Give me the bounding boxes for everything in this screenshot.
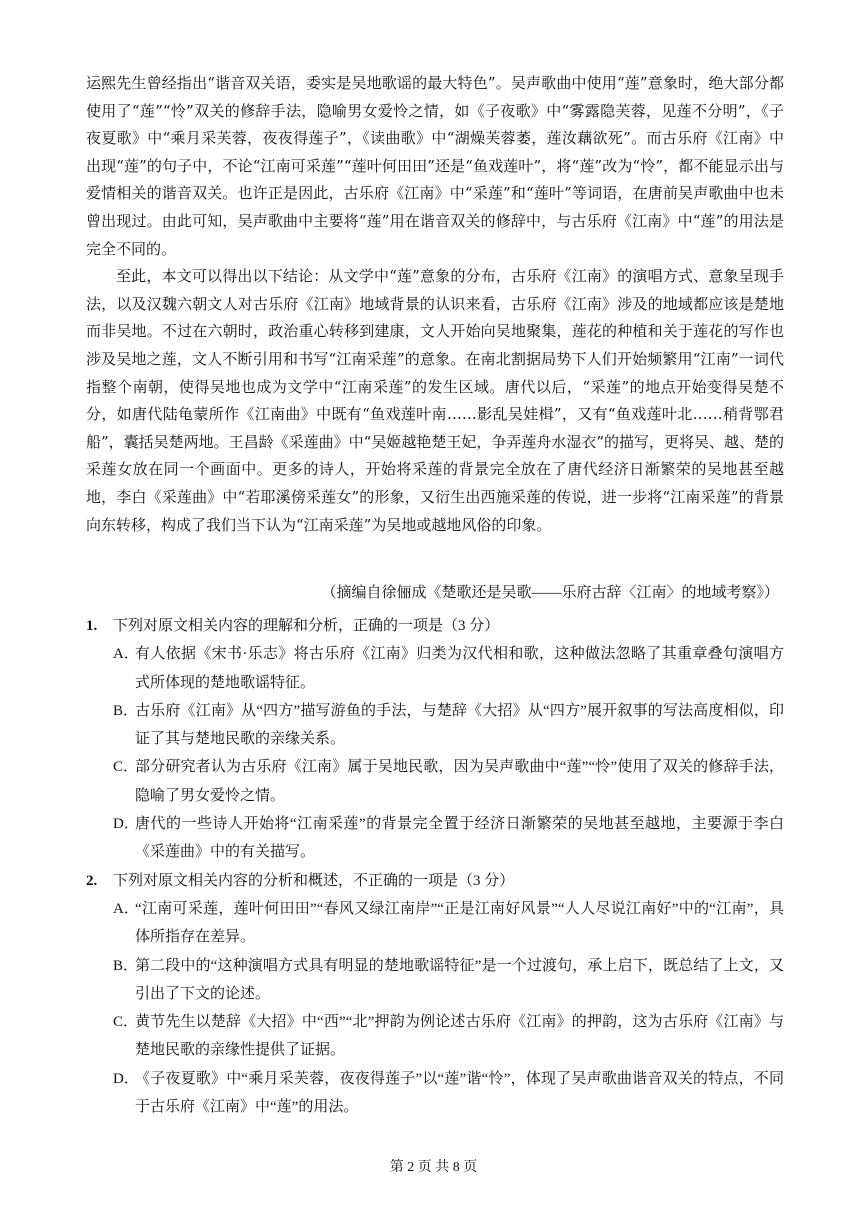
option-text: 唐代的一些诗人开始将“江南采莲”的背景完全置于经济日渐繁荣的吴地甚至越地，主要源于李白《采莲曲》中的有关描写。 — [135, 816, 784, 861]
option-b — [86, 952, 784, 1009]
option-text: “江南可采莲，莲叶何田田”“春风又绿江南岸”“正是江南好风景”“人人尽说江南好”中的“江南”，具体所指存在差异。 — [135, 900, 784, 946]
question-number: 2. — [86, 872, 98, 889]
reading-passage — [86, 70, 784, 539]
option-text: 古乐府《江南》从“四方”描写游鱼的手法，与楚辞《大招》从“四方”展开叙事的写法高度相似，印证了其与楚地民歌的亲缘关系。 — [135, 702, 784, 748]
option-letter: B． — [113, 957, 139, 974]
option-text: 部分研究者认为古乐府《江南》属于吴地民歌，因为吴声歌曲中“莲”“怜”使用了双关的修辞手法，隐喻了男女爱怜之情。 — [135, 759, 784, 804]
option-b — [86, 697, 784, 754]
option-text: 《子夜夏歌》中“乘月采芙蓉，夜夜得莲子”以“莲”谐“怜”，体现了吴声歌曲谐音双关的特点，不同于古乐府《江南》中“莲”的用法。 — [135, 1070, 784, 1116]
option-d — [86, 1065, 784, 1122]
option-d — [86, 810, 784, 867]
passage-paragraph-1: 运熙先生曾经指出“谐音双关语，委实是吴地歌谣的最大特色”。吴声歌曲中使用“莲”意象时，绝大部分都使用了“莲”“怜”双关的修辞手法，隐喻男女爱怜之情，如《子夜歌》中“雾露隐芙蓉，见莲不分明”，《子夜夏歌》中“乘月采芙蓉，夜夜得莲子”，《读曲歌》中“湖燥芙蓉萎，莲汝藕欲死”。而古乐府《江南》中出现“莲”的句子中，不论“江南可采莲”“莲叶何田田”还是“鱼戏莲叶”，将“莲”改为“怜”，都不能显示出与爱情相关的谐音双关。也许正是因此，古乐府《江南》中“采莲”和“莲叶”等词语，在唐前吴声歌曲中也未曾出现过。由此可知，吴声歌曲中主要将“莲”用在谐音双关的修辞中，与古乐府《江南》中“莲”的用法是完全不同的。 — [86, 74, 784, 258]
question-stem — [86, 867, 784, 895]
option-letter: D． — [113, 816, 139, 833]
question-2 — [86, 867, 784, 1122]
option-text: 黄节先生以楚辞《大招》中“西”“北”押韵为例论述古乐府《江南》的押韵，这为古乐府《江南》与楚地民歌的亲缘性提供了证据。 — [135, 1014, 784, 1059]
passage-paragraph-2: 至此，本文可以得出以下结论：从文学中“莲”意象的分布，古乐府《江南》的演唱方式、意象呈现手法，以及汉魏六朝文人对古乐府《江南》地域背景的认识来看，古乐府《江南》涉及的地域都应该是楚地而非吴地。不过在六朝时，政治重心转移到建康，文人开始向吴地聚集，莲花的种植和关于莲花的写作也涉及吴地之莲，文人不断引用和书写“江南采莲”的意象。在南北割据局势下人们开始频繁用“江南”一词代指整个南朝，使得吴地也成为文学中“江南采莲”的发生区域。唐代以后，“采莲”的地点开始变得吴楚不分，如唐代陆龟蒙所作《江南曲》中既有“鱼戏莲叶南……影乱吴娃楫”，又有“鱼戏莲叶北……稍背鄂君船”，囊括吴楚两地。王昌龄《采莲曲》中“吴姬越艳楚王妃，争弄莲舟水湿衣”的描写，更将吴、越、楚的采莲女放在同一个画面中。更多的诗人，开始将采莲的背景完全放在了唐代经济日渐繁荣的吴地甚至越地，李白《采莲曲》中“若耶溪傍采莲女”的形象，又衍生出西施采莲的传说，进一步将“江南采莲”的背景向东转移，构成了我们当下认为“江南采莲”为吴地或越地风俗的印象。 — [86, 267, 785, 534]
option-letter: B． — [113, 702, 139, 719]
question-number: 1. — [86, 618, 98, 634]
option-letter: A． — [113, 646, 139, 663]
question-stem — [86, 612, 784, 640]
option-letter: A． — [113, 900, 139, 917]
option-letter: D． — [113, 1070, 139, 1087]
option-c — [86, 753, 784, 810]
option-letter: C． — [113, 1014, 139, 1031]
question-list — [86, 612, 784, 1121]
question-text: 下列对原文相关内容的理解和分析，正确的一项是（3 分） — [113, 618, 500, 634]
option-text: 第二段中的“这种演唱方式具有明显的楚地歌谣特征”是一个过渡句，承上启下，既总结了上文，又引出了下文的论述。 — [135, 957, 784, 1002]
option-letter: C． — [113, 759, 139, 776]
question-text: 下列对原文相关内容的分析和概述，不正确的一项是（3 分） — [113, 872, 515, 889]
option-a — [86, 640, 784, 697]
page-number: 第 2 页 共 8 页 — [389, 1160, 478, 1175]
passage-source: （摘编自徐俪成《楚歌还是吴歌——乐府古辞〈江南〉的地域考察》） — [321, 585, 779, 601]
option-text: 有人依据《宋书·乐志》将古乐府《江南》归类为汉代相和歌，这种做法忽略了其重章叠句演唱方式所体现的楚地歌谣特征。 — [135, 646, 784, 691]
question-1 — [86, 612, 784, 867]
option-c — [86, 1008, 784, 1065]
option-a — [86, 895, 784, 952]
